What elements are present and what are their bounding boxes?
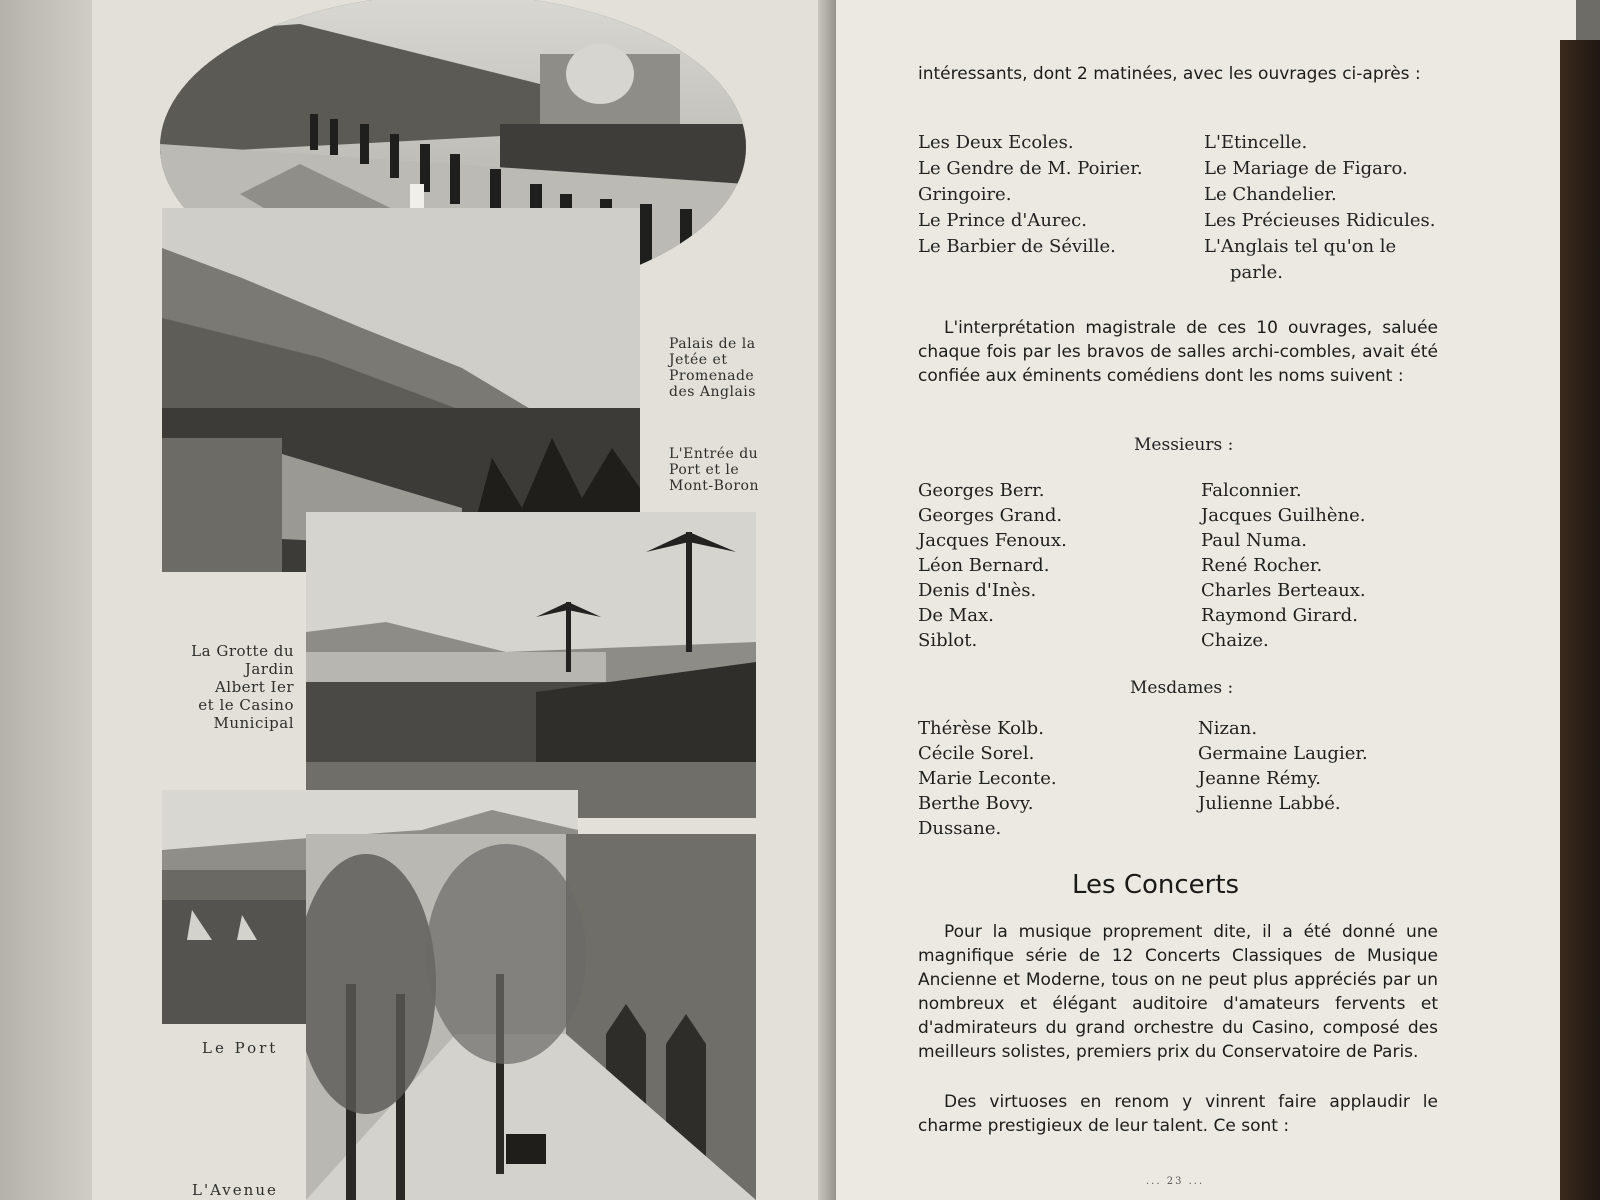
caption-line: La Grotte du [191,642,294,660]
avenue-image [306,834,756,1200]
actor-name: René Rocher. [1201,555,1323,576]
actress-name: Cécile Sorel. [918,743,1035,764]
concerts-paragraph-1: Pour la musique proprement dite, il a été donné une magnifique série de 12 Concerts Classiques de Musique Ancienne et Moderne, tous on ne peut plus appréciés par un nombreux et élégant auditoire d'amateurs fervents et d'admirateurs du grand orchestre du Casino, composé des meilleurs solistes, premiers prix du Conservatoire de Paris. [918,922,1438,1062]
messieurs-list-left [918,478,1067,653]
page-number: ... 23 ... [1146,1176,1205,1187]
caption-avenue: L'Avenue [192,1181,278,1199]
caption-line: Promenade [669,368,755,384]
caption-line: des Anglais [669,384,756,400]
actor-name: De Max. [918,605,994,626]
caption-line: Municipal [213,714,294,732]
plays-list-right [1204,130,1436,286]
actress-name: Jeanne Rémy. [1198,768,1321,789]
play-title: parle. [1230,262,1283,283]
caption-line: Port et le [669,462,740,478]
play-title: Les Deux Ecoles. [918,132,1074,153]
actor-name: Georges Berr. [918,480,1045,501]
actor-name: Léon Bernard. [918,555,1050,576]
caption-line: Jetée et [669,352,728,368]
concerts-paragraph-2: Des virtuoses en renom y vinrent faire applaudir le charme prestigieux de leur talent. Ce sont : [918,1092,1438,1136]
messieurs-list-right [1201,478,1366,653]
photo-grotte-jardin-albert [306,512,756,818]
play-title: Gringoire. [918,184,1012,205]
caption-line: Palais de la [669,336,756,352]
mesdames-heading: Mesdames : [1130,678,1234,698]
concerts-heading: Les Concerts [1072,870,1240,900]
actress-name: Thérèse Kolb. [918,718,1044,739]
caption-line: et le Casino [198,696,294,714]
grotte-image [306,512,756,818]
actress-name: Berthe Bovy. [918,793,1034,814]
photo-avenue [306,834,756,1200]
actor-name: Raymond Girard. [1201,605,1358,626]
mesdames-list-right [1198,716,1368,816]
right-page [836,0,1576,1200]
caption-grotte-casino [134,642,294,732]
actor-name: Charles Berteaux. [1201,580,1366,601]
actor-name: Jacques Fenoux. [918,530,1067,551]
actor-name: Chaize. [1201,630,1269,651]
play-title: Le Chandelier. [1204,184,1337,205]
caption-line: Jardin [244,660,294,678]
play-title: L'Anglais tel qu'on le [1204,236,1397,257]
actor-name: Denis d'Inès. [918,580,1037,601]
actor-name: Paul Numa. [1201,530,1307,551]
caption-line: Albert Ier [214,678,294,696]
caption-line: Mont-Boron [669,478,759,494]
plays-list-left [918,130,1143,260]
play-title: Le Mariage de Figaro. [1204,158,1408,179]
actor-name: Siblot. [918,630,978,651]
actor-name: Falconnier. [1201,480,1302,501]
actress-name: Julienne Labbé. [1198,793,1341,814]
caption-port-entry [669,446,759,494]
play-title: Le Gendre de M. Poirier. [918,158,1143,179]
actress-name: Germaine Laugier. [1198,743,1368,764]
actor-name: Jacques Guilhène. [1201,505,1366,526]
actor-name: Georges Grand. [918,505,1063,526]
actress-name: Marie Leconte. [918,768,1057,789]
play-title: Les Précieuses Ridicules. [1204,210,1436,231]
caption-line: L'Entrée du [669,446,759,462]
caption-jetee-promenade [669,336,756,400]
actress-name: Nizan. [1198,718,1258,739]
play-title: L'Etincelle. [1204,132,1308,153]
left-page [92,0,832,1200]
previous-pages-edge [0,0,92,1200]
play-title: Le Prince d'Aurec. [918,210,1087,231]
messieurs-heading: Messieurs : [1134,435,1234,455]
interpretation-paragraph: L'interprétation magistrale de ces 10 ouvrages, saluée chaque fois par les bravos de salles archi-combles, avait été confiée aux éminents comédiens dont les noms suivent : [918,318,1438,386]
actress-name: Dussane. [918,818,1002,839]
play-title: Le Barbier de Séville. [918,236,1116,257]
caption-le-port: Le Port [202,1039,279,1057]
mesdames-list-left [918,716,1057,841]
book-cover-edge [1560,40,1600,1200]
intro-paragraph: intéressants, dont 2 matinées, avec les ouvrages ci-après : [918,64,1421,84]
